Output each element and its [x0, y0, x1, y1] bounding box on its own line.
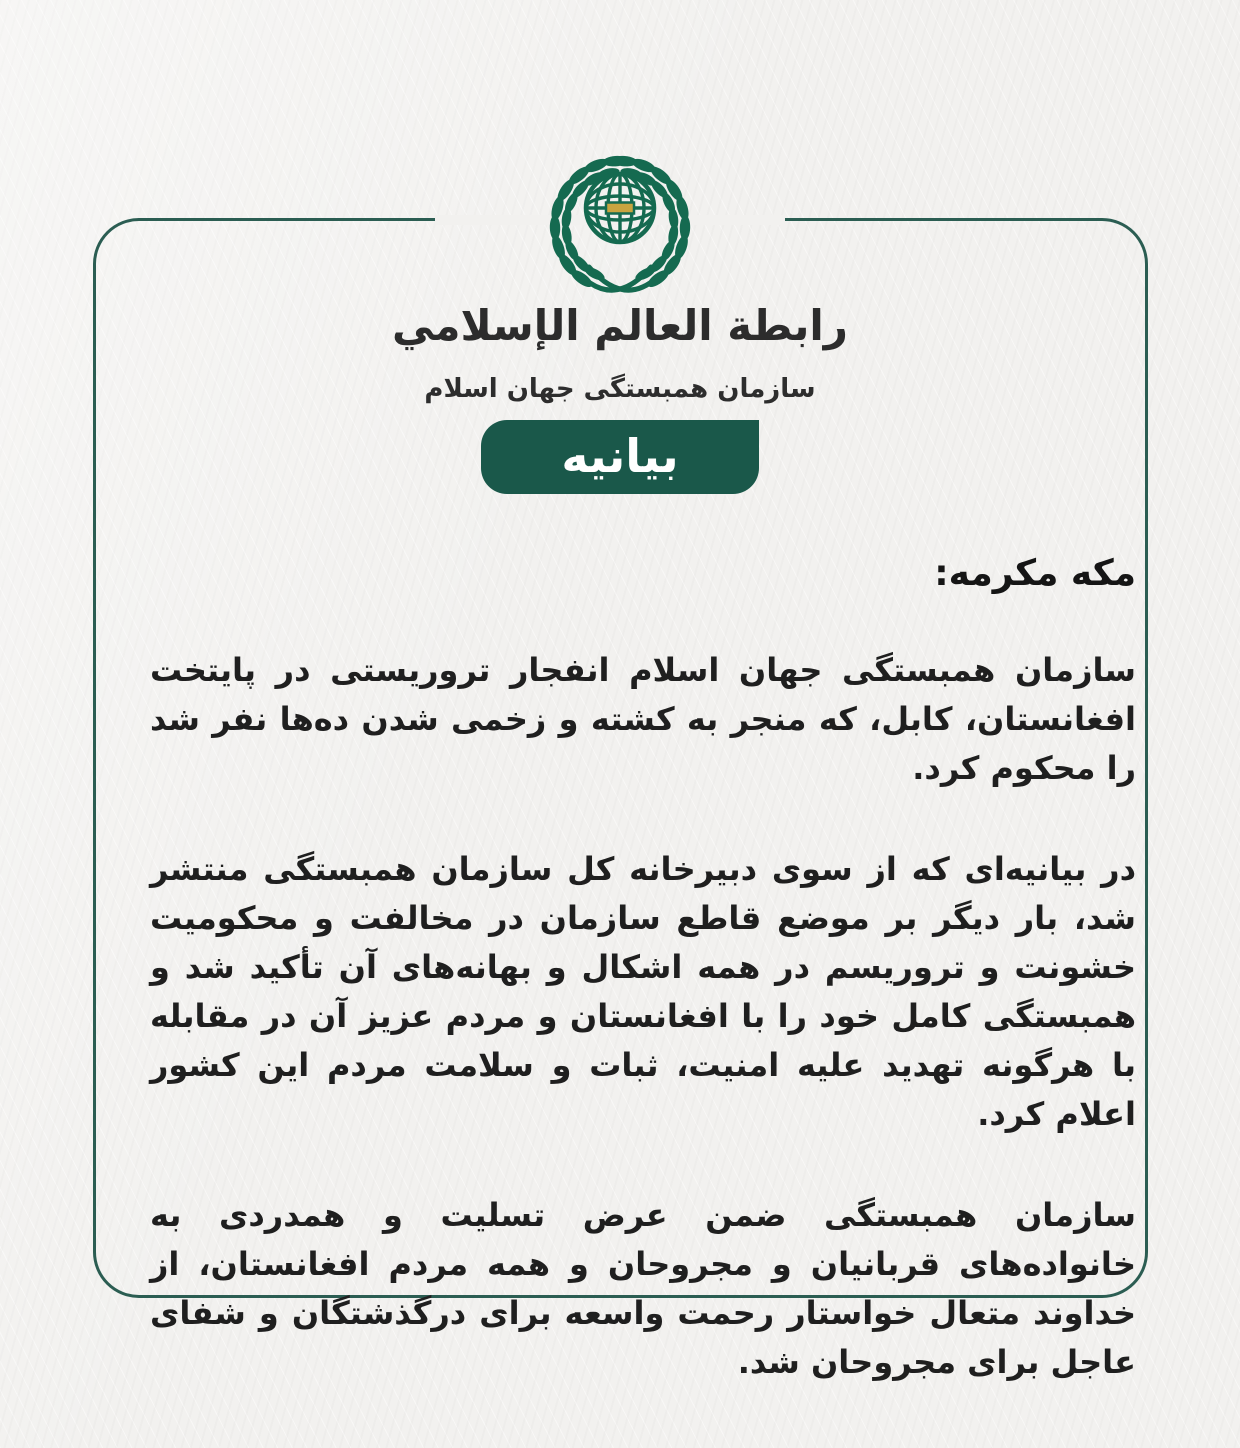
statement-paragraph-2: در بیانیه‌ای که از سوی دبیرخانه کل سازمان همبستگی منتشر شد، بار دیگر بر موضع قاطع سازمان در مخالفت و محکومیت خشونت و تروریسم در همه اشکال و بهانه‌های آن تأکید شد و همبستگی کامل خود را با افغانستان و مردم عزیز آن در مقابله با هرگونه تهدید علیه امنیت، ثبات و سلامت مردم این کشور اعلام کرد.: [150, 850, 1136, 1133]
statement-banner: بیانیه: [481, 420, 759, 494]
statement-paragraph-1: سازمان همبستگی جهان اسلام انفجار تروریستی در پایتخت افغانستان، کابل، که منجر به کشته و زخمی شدن ده‌ها نفر شد را محکوم کرد.: [150, 651, 1136, 787]
muslim-world-league-logo: [545, 146, 695, 306]
location-heading: مکه مکرمه:: [934, 553, 1136, 594]
kaaba-door-icon: [606, 203, 634, 214]
org-name-arabic-calligraphy: رابطة العالم الإسلامي: [392, 301, 848, 350]
statement-body: [150, 548, 1136, 1439]
org-name-persian: سازمان همبستگی جهان اسلام: [424, 374, 816, 404]
statement-paragraph-3: سازمان همبستگی ضمن عرض تسلیت و همدردی به خانواده‌های قربانیان و مجروحان و همه مردم افغانستان، از خداوند متعال خواستار رحمت واسعه برای درگذشتگان و شفای عاجل برای مجروحان شد.: [150, 1196, 1136, 1381]
